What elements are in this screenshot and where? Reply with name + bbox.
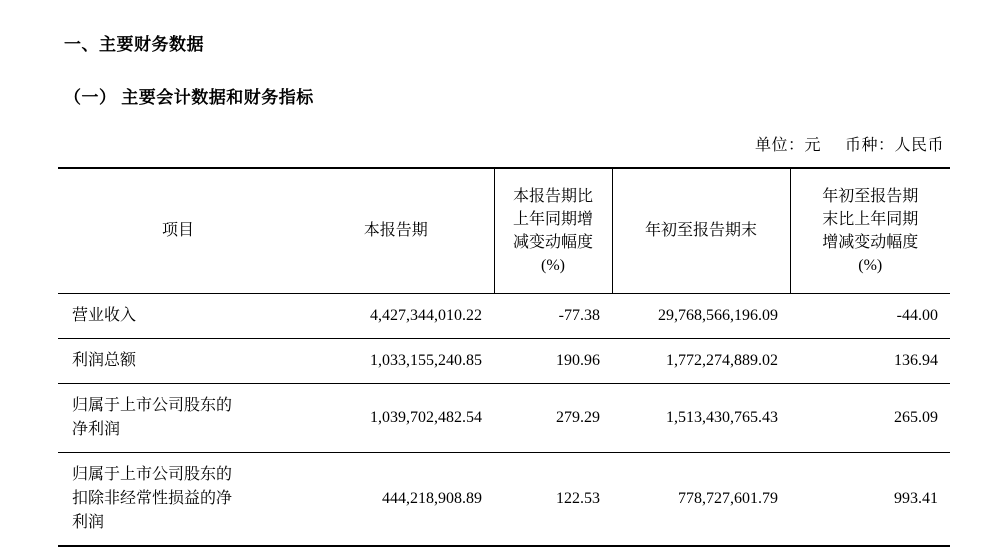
row-current-period-value: 1,039,702,482.54 (298, 384, 494, 453)
table-row (58, 339, 950, 384)
column-header-ytd: 年初至报告期末 (612, 168, 790, 294)
row-ytd-value: 1,772,274,889.02 (612, 339, 790, 384)
row-item-label-line-2: 扣除非经常性损益的净 (72, 490, 233, 507)
header-line-1: 本报告期比 (512, 187, 593, 205)
row-item-label-line-1: 归属于上市公司股东的 (72, 397, 233, 414)
row-current-period-value: 444,218,908.89 (298, 453, 494, 547)
financial-summary-table (58, 167, 950, 547)
row-item-label-line-2: 净利润 (72, 421, 121, 438)
table-header-row (58, 168, 950, 294)
row-current-period-change-value: -77.38 (494, 294, 612, 339)
column-header-ytd-change (790, 168, 950, 294)
column-header-current-period: 本报告期 (298, 168, 494, 294)
row-current-period-value: 4,427,344,010.22 (298, 294, 494, 339)
header-line-3: 减变动幅度 (512, 234, 593, 251)
column-header-current-period-change (494, 168, 612, 294)
header-line-4: (%) (541, 257, 565, 275)
header-line-1: 年初至报告期 (822, 187, 919, 205)
column-header-item: 项目 (58, 168, 298, 294)
row-item-label (58, 453, 298, 547)
row-item-label (58, 384, 298, 453)
currency-label: 币种：人民币 (844, 137, 944, 154)
row-item-label-line-1: 归属于上市公司股东的 (72, 466, 233, 483)
section-heading-accounting-data: （一） 主要会计数据和财务指标 (64, 88, 314, 107)
header-line-2: 上年同期增 (512, 210, 593, 228)
row-ytd-value: 29,768,566,196.09 (612, 294, 790, 339)
unit-label: 单位：元 (754, 137, 821, 154)
row-ytd-change-value: 993.41 (790, 453, 950, 547)
header-line-4: (%) (858, 257, 883, 275)
row-ytd-change-value: 265.09 (790, 384, 950, 453)
row-ytd-value: 1,513,430,765.43 (612, 384, 790, 453)
row-current-period-change-value: 279.29 (494, 384, 612, 453)
header-line-3: 增减变动幅度 (822, 234, 919, 251)
table-head (58, 168, 950, 294)
row-current-period-change-value: 122.53 (494, 453, 612, 547)
row-item-label-line-3: 利润 (72, 514, 105, 531)
unit-currency-line (58, 132, 950, 155)
row-ytd-value: 778,727,601.79 (612, 453, 790, 547)
table-row (58, 294, 950, 339)
section-heading-main-financial-data: 一、主要财务数据 (64, 35, 204, 54)
row-ytd-change-value: 136.94 (790, 339, 950, 384)
row-current-period-value: 1,033,155,240.85 (298, 339, 494, 384)
header-line-2: 末比上年同期 (822, 210, 919, 228)
row-item-label: 营业收入 (58, 294, 298, 339)
table-body (58, 294, 950, 547)
table-row (58, 384, 950, 453)
row-item-label: 利润总额 (58, 339, 298, 384)
table-row (58, 453, 950, 547)
row-current-period-change-value: 190.96 (494, 339, 612, 384)
row-ytd-change-value: -44.00 (790, 294, 950, 339)
